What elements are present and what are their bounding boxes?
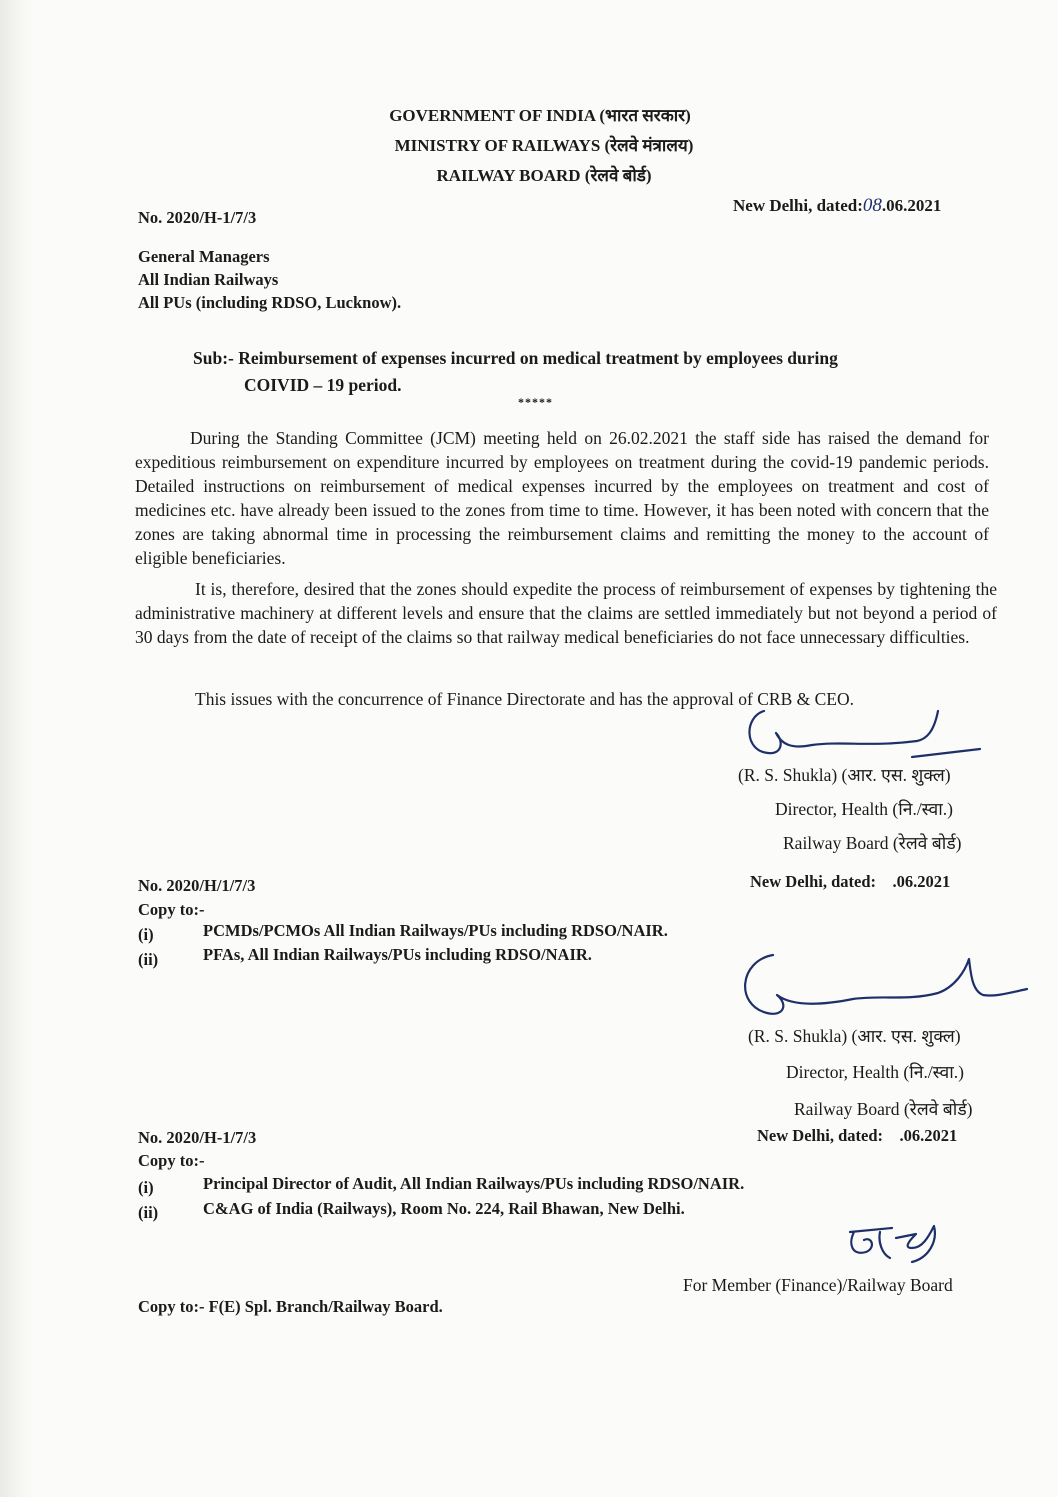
copy2-item-2-text: C&AG of India (Railways), Room No. 224, Rail Bhawan, New Delhi. bbox=[203, 1199, 685, 1218]
subject-separator: ***** bbox=[518, 395, 553, 409]
header-board: RAILWAY BOARD (रेलवे बोर्ड) bbox=[436, 166, 652, 185]
signatory-2-designation: Director, Health (नि./स्वा.) bbox=[786, 1062, 964, 1082]
date-rest: .06.2021 bbox=[881, 196, 942, 215]
copy2-item-1-text: Principal Director of Audit, All Indian Railways/PUs including RDSO/NAIR. bbox=[203, 1174, 745, 1193]
copy1-item-1-number: (i) bbox=[138, 925, 154, 944]
subject-line-1: Sub:- Reimbursement of expenses incurred on medical treatment by employees during bbox=[193, 348, 838, 368]
subject-line-2: COIVID – 19 period. bbox=[244, 375, 402, 395]
copy2-item-2-number: (ii) bbox=[138, 1203, 159, 1222]
addressee-3: All PUs (including RDSO, Lucknow). bbox=[138, 293, 402, 312]
date-prefix: New Delhi, dated: bbox=[733, 196, 863, 215]
signatory-2-office: Railway Board (रेलवे बोर्ड) bbox=[794, 1099, 973, 1119]
paragraph-1: During the Standing Committee (JCM) meeting held on 26.02.2021 the staff side has raised the demand for expeditious reimbursement on expenditure incurred by employees on treatment during the covid-19 pandemic periods. Detailed instructions on reimbursement of medical expenses incurred by the employees on treatment and cost of medicines etc. have already been issued to the zones from time to time. However, it has been noted with concern that the zones are taking abnormal time in processing the reimbursement claims and remitting the money to the account of eligible beneficiaries. bbox=[135, 428, 989, 568]
paragraph-2: It is, therefore, desired that the zones should expedite the process of reimbursement of expenses by tightening the administrative machinery at different levels and ensure that the claims are settled immediately but not beyond a period of 30 days from the date of receipt of the claims so that railway medical beneficiaries do not face unnecessary difficulties. bbox=[135, 579, 997, 647]
signatory-2-name: (R. S. Shukla) (आर. एस. शुक्ल) bbox=[748, 1026, 961, 1046]
copy1-date: New Delhi, dated: .06.2021 bbox=[750, 872, 951, 891]
copy1-item-2-number: (ii) bbox=[138, 950, 159, 969]
signatory-1-designation: Director, Health (नि./स्वा.) bbox=[775, 799, 953, 819]
copy2-label: Copy to:- bbox=[138, 1151, 205, 1170]
copy2-date: New Delhi, dated: .06.2021 bbox=[757, 1126, 958, 1145]
date-day-handwritten: 08 bbox=[862, 195, 882, 216]
paragraph-3: This issues with the concurrence of Finance Directorate and has the approval of CRB & CEO. bbox=[195, 689, 854, 709]
signatory-3-designation: For Member (Finance)/Railway Board bbox=[683, 1275, 953, 1295]
reference-number: No. 2020/H-1/7/3 bbox=[138, 208, 257, 227]
addressee-2: All Indian Railways bbox=[138, 270, 279, 289]
signature-3-initials-icon bbox=[842, 1218, 952, 1268]
footer-copy-to: Copy to:- F(E) Spl. Branch/Railway Board. bbox=[138, 1297, 443, 1316]
copy2-item-1-number: (i) bbox=[138, 1178, 154, 1197]
copy2-number: No. 2020/H-1/7/3 bbox=[138, 1128, 257, 1147]
header-ministry: MINISTRY OF RAILWAYS (रेलवे मंत्रालय) bbox=[394, 136, 694, 155]
signatory-1-office: Railway Board (रेलवे बोर्ड) bbox=[783, 833, 962, 853]
signatory-1-name: (R. S. Shukla) (आर. एस. शुक्ल) bbox=[738, 765, 951, 785]
signature-2-icon bbox=[733, 947, 1033, 1027]
scan-edge-shadow bbox=[0, 0, 34, 1497]
copy1-number: No. 2020/H/1/7/3 bbox=[138, 876, 256, 895]
reference-date bbox=[733, 195, 941, 217]
copy1-item-2-text: PFAs, All Indian Railways/PUs including RDSO/NAIR. bbox=[203, 945, 592, 964]
header-government: GOVERNMENT OF INDIA (भारत सरकार) bbox=[389, 106, 691, 125]
addressee-1: General Managers bbox=[138, 247, 270, 266]
copy1-item-1-text: PCMDs/PCMOs All Indian Railways/PUs including RDSO/NAIR. bbox=[203, 921, 668, 940]
copy1-label: Copy to:- bbox=[138, 900, 205, 919]
